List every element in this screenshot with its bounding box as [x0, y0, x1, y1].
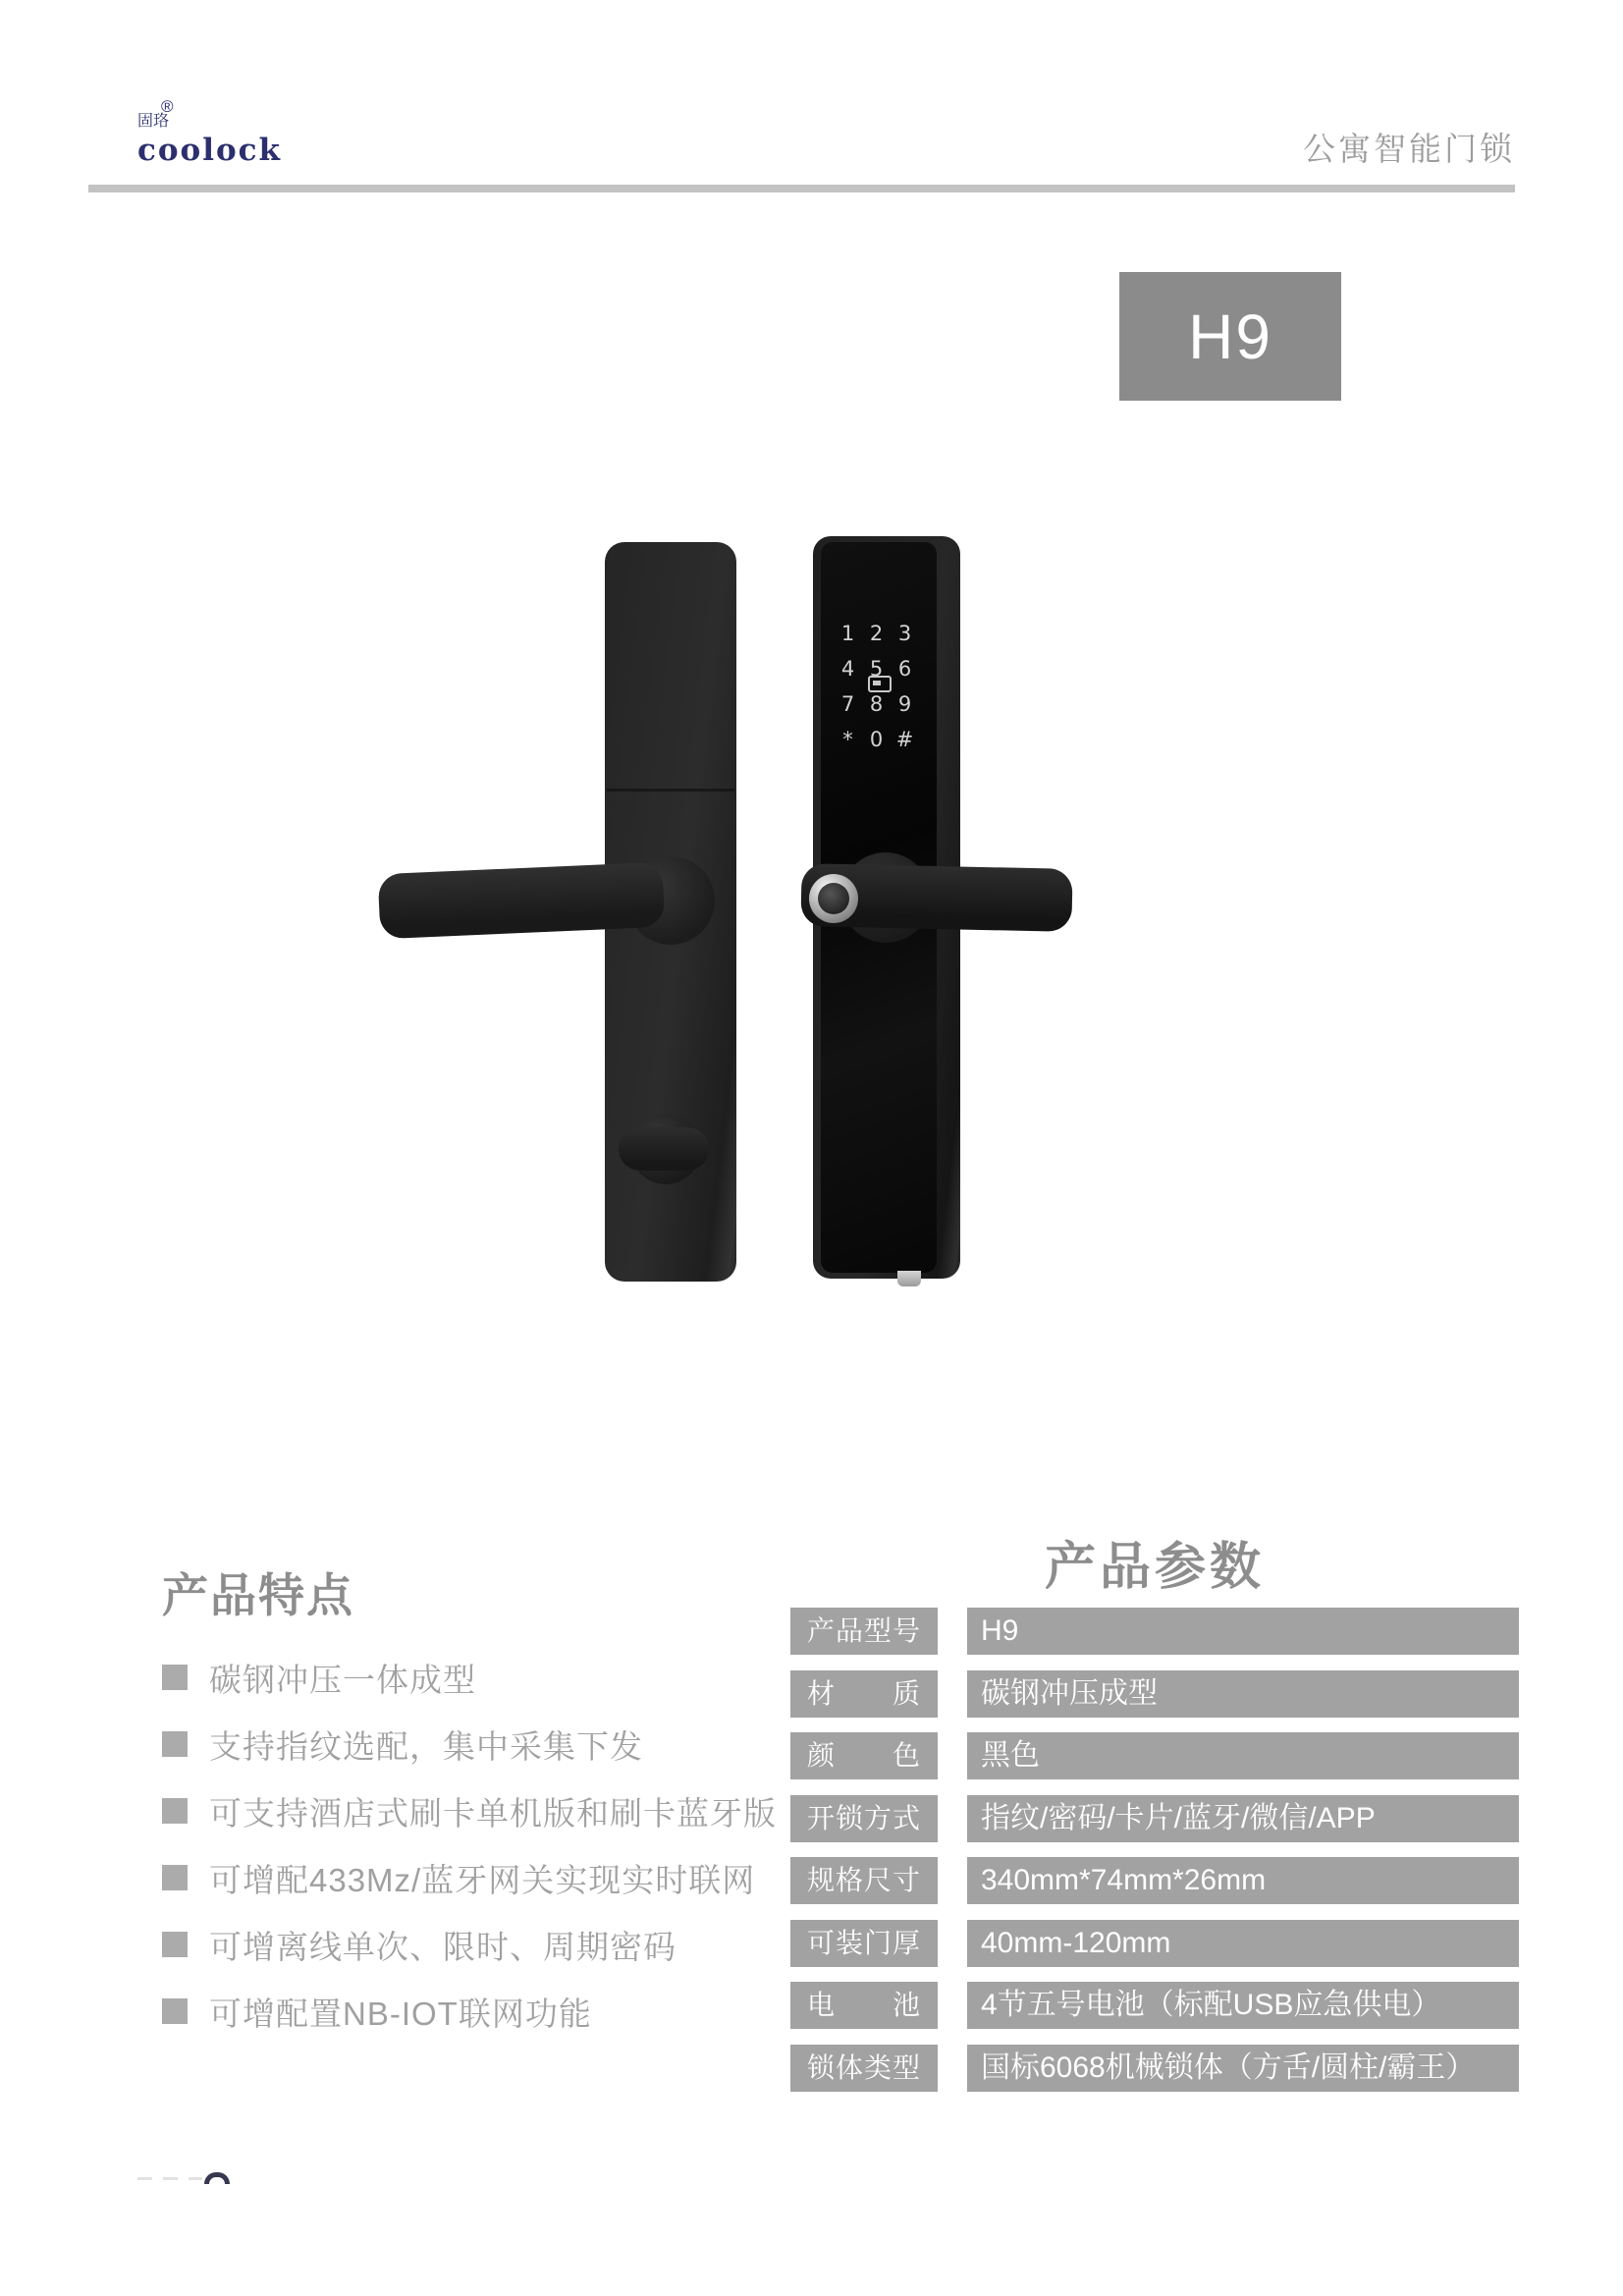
keypad-key: #	[895, 728, 914, 751]
spec-label: 产品型号	[790, 1608, 938, 1655]
spec-row	[790, 2045, 1519, 2092]
header-divider	[88, 185, 1515, 192]
spec-label: 可装门厚	[790, 1920, 938, 1967]
bullet-square-icon	[162, 1798, 188, 1824]
page-category-title: 公寓智能门锁	[1303, 131, 1515, 167]
feature-item	[162, 1724, 800, 1764]
registered-trademark-icon: ®	[161, 97, 174, 116]
feature-item	[162, 1858, 800, 1897]
spec-row	[790, 1670, 1519, 1718]
spec-label: 锁体类型	[790, 2045, 938, 2092]
bullet-square-icon	[162, 1998, 188, 2024]
feature-text: 可增配433Mz/蓝牙网关实现实时联网	[209, 1861, 756, 1898]
spec-value: 40mm-120mm	[967, 1920, 1519, 1967]
spec-value: 国标6068机械锁体（方舌/圆柱/霸王）	[967, 2045, 1519, 2092]
spec-row	[790, 1732, 1519, 1779]
brand-logo-en: coolock	[137, 133, 283, 168]
specs-table	[790, 1608, 1519, 2092]
spec-value: 4节五号电池（标配USB应急供电）	[967, 1982, 1519, 2029]
brand-logo-cn-text: 固珞	[137, 113, 170, 130]
feature-item	[162, 1791, 800, 1831]
feature-item	[162, 1925, 800, 1964]
specs-title: 产品参数	[1044, 1539, 1265, 1596]
keypad-key: 8	[869, 692, 884, 716]
spec-label: 规格尺寸	[790, 1857, 938, 1904]
back-lock-seam	[607, 789, 734, 792]
bullet-square-icon	[162, 1932, 188, 1957]
spec-label: 材 质	[790, 1670, 938, 1718]
keypad-key: *	[842, 728, 853, 751]
fingerprint-sensor-icon	[818, 883, 849, 914]
page-footer-mark	[204, 2172, 230, 2184]
features-title: 产品特点	[162, 1569, 354, 1621]
usb-emergency-port	[897, 1271, 921, 1286]
spec-label: 电 池	[790, 1982, 938, 2029]
feature-item	[162, 1992, 800, 2031]
bullet-square-icon	[162, 1731, 188, 1757]
keypad-key: 9	[897, 692, 912, 716]
keypad-key: 0	[869, 728, 884, 751]
features-section	[162, 1569, 800, 2058]
keypad-key: 3	[897, 622, 912, 645]
feature-list	[162, 1658, 800, 2031]
keypad-key: 1	[840, 622, 855, 645]
brand-logo	[137, 98, 282, 166]
model-badge: H9	[1119, 272, 1341, 401]
feature-text: 可增配置NB-IOT联网功能	[209, 1995, 592, 2032]
spec-row	[790, 1982, 1519, 2029]
spec-row	[790, 1795, 1519, 1842]
spec-value: 碳钢冲压成型	[967, 1670, 1519, 1718]
back-lock-handle	[378, 862, 666, 940]
keypad-key: 2	[869, 622, 884, 645]
keypad-key: 6	[897, 657, 912, 681]
keypad-key: 4	[840, 657, 855, 681]
spec-label: 开锁方式	[790, 1795, 938, 1842]
spec-value: H9	[967, 1608, 1519, 1655]
brand-logo-cn	[137, 98, 282, 130]
spec-value: 黑色	[967, 1732, 1519, 1779]
feature-text: 支持指纹选配，集中采集下发	[209, 1727, 643, 1765]
feature-text: 可支持酒店式刷卡单机版和刷卡蓝牙版	[209, 1794, 777, 1831]
spec-value: 指纹/密码/卡片/蓝牙/微信/APP	[967, 1795, 1519, 1842]
spec-value: 340mm*74mm*26mm	[967, 1857, 1519, 1904]
spec-row	[790, 1920, 1519, 1967]
bullet-square-icon	[162, 1865, 188, 1890]
page-footer-dashes	[137, 2177, 202, 2180]
feature-text: 可增离线单次、限时、周期密码	[209, 1928, 676, 1965]
keypad-key: 7	[840, 692, 855, 716]
spec-row	[790, 1608, 1519, 1655]
feature-text: 碳钢冲压一体成型	[209, 1661, 476, 1698]
thumbturn-bar	[619, 1127, 709, 1171]
spec-label: 颜 色	[790, 1732, 938, 1779]
spec-row	[790, 1857, 1519, 1904]
feature-item	[162, 1658, 800, 1697]
card-reader-icon	[868, 676, 892, 692]
specs-section	[790, 1538, 1519, 2106]
keypad-key: 5	[869, 657, 884, 681]
bullet-square-icon	[162, 1665, 188, 1690]
